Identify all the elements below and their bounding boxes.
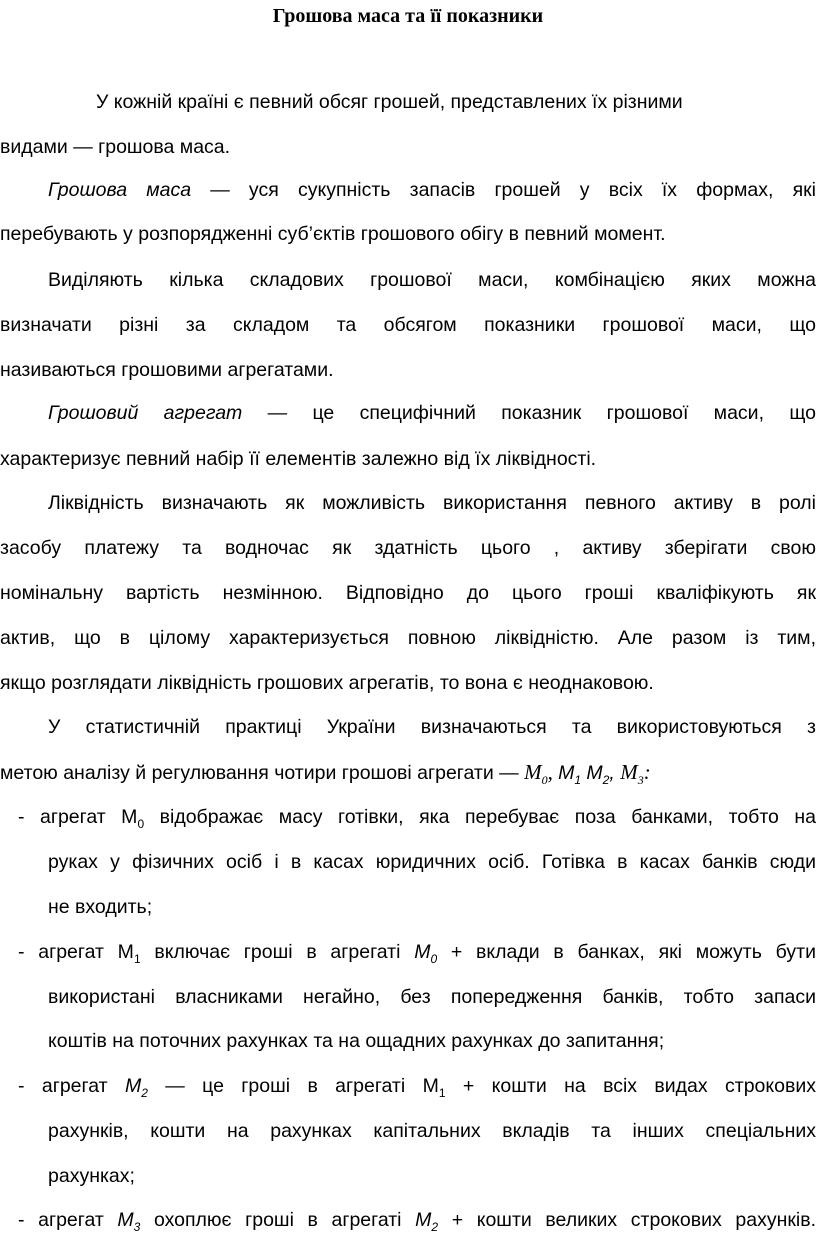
paragraph-5-line-5: якщо розглядати ліквідність грошових агрегатів, то вона є неоднаковою. [0, 672, 654, 694]
paragraph-3-line-1: Виділяють кілька складових грошової маси, комбінацією яких можна [48, 269, 816, 291]
paragraph-6-line-1: У статистичній практиці України визначаються та використовуються з [48, 716, 816, 738]
list-item-m0-line-2: руках у фізичних осіб і в касах юридичних осіб. Готівка в касах банків сюди [48, 851, 816, 873]
list-item-m2-line-3: рахунках; [48, 1165, 135, 1187]
list-item-m0-line-1: - агрегат $М_0$ відображає масу готівки, яка перебуває поза банками, тобто на [18, 806, 816, 831]
aggregate-m0: $M_0$ [524, 760, 548, 788]
paragraph-5-line-4: актив, що в цілому характеризується повною ліквідністю. Але разом із тим, [0, 627, 816, 649]
aggregate-m3: $M_3$: [620, 760, 651, 788]
paragraph-4-line-1: Грошовий агрегат — це специфічний показник грошової маси, що [48, 402, 816, 424]
list-item-m2-line-2: рахунків, кошти на рахунках капітальних вкладів та інших спеціальних [48, 1120, 816, 1142]
aggregate-m1: $M_1$ [558, 762, 581, 787]
term-money-supply: Грошова маса [48, 179, 192, 201]
paragraph-1-line-1: У кожній країні є певний обсяг грошей, представлених їх різними [96, 91, 683, 113]
term-money-aggregate: Грошовий агрегат [48, 402, 243, 424]
list-item-m0-line-3: не входить; [48, 896, 153, 918]
list-item-m1-line-1: - агрегат $М_1$ включає гроші в агрегаті $M_0$ + вклади в банках, які можуть бути [18, 941, 816, 966]
paragraph-4-line-2: характеризує певний набір її елементів залежно від їх ліквідності. [0, 448, 597, 470]
document-title: Грошова маса та її показники [272, 5, 544, 27]
aggregate-m2: $M_2$ [586, 762, 610, 787]
paragraph-2-line-1: Грошова маса — уся сукупність запасів грошей у всіх їх формах, які [48, 179, 816, 201]
paragraph-3-line-2: визначати різні за складом та обсягом показники грошової маси, що [0, 314, 816, 336]
paragraph-5-line-3: номінальну вартість незмінною. Відповідно до цього гроші кваліфікують як [0, 582, 816, 604]
paragraph-2-line-2: перебувають у розпорядженні суб’єктів грошового обігу в певний момент. [0, 223, 666, 245]
paragraph-5-line-1: Ліквідність визначають як можливість використання певного активу в ролі [48, 492, 816, 514]
paragraph-1-line-2: видами — грошова маса. [0, 136, 231, 158]
list-item-m3-line-1: - агрегат $M_3$ охоплює гроші в агрегаті $M_2$ + кошти великих строкових рахунків. [18, 1209, 816, 1234]
list-item-m1-line-2: використані власниками негайно, без попередження банків, тобто запаси [48, 986, 816, 1008]
paragraph-6-line-2: метою аналізу й регулювання чотири грошові агрегати — $M_0$, $M_1$ $M_2$, $M_3$: [0, 760, 651, 788]
paragraph-5-line-2: засобу платежу та водночас як здатність цього , активу зберігати свою [0, 537, 816, 559]
paragraph-3-line-3: називаються грошовими агрегатами. [0, 359, 334, 381]
list-item-m1-line-3: коштів на поточних рахунках та на ощадних рахунках до запитання; [48, 1030, 665, 1052]
list-item-m2-line-1: - агрегат $M_2$ — це гроші в агрегаті $М_1$ + кошти на всіх видах строкових [18, 1075, 816, 1100]
